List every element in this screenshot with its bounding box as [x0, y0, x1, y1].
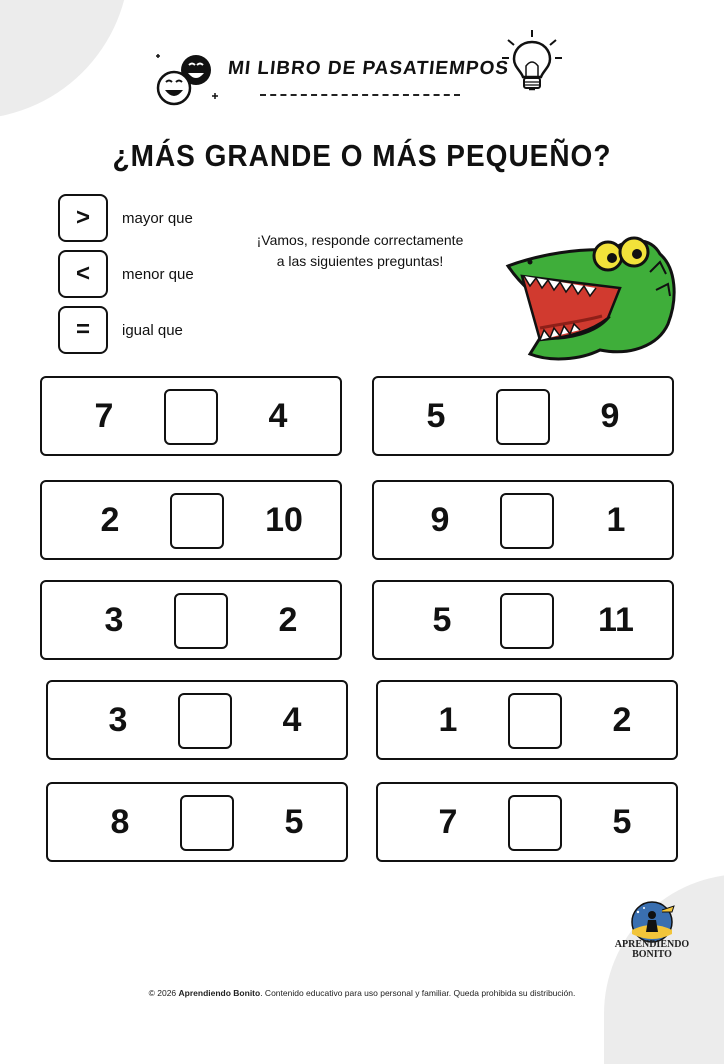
header: [150, 40, 580, 110]
right-number: 9: [600, 396, 620, 435]
answer-box[interactable]: [170, 493, 224, 549]
right-number: 4: [268, 396, 288, 435]
book-title: MI LIBRO DE PASATIEMPOS: [226, 58, 511, 79]
left-number: 7: [438, 802, 458, 841]
right-number: 2: [612, 700, 632, 739]
comparison-card: [40, 580, 342, 660]
left-number: 3: [108, 700, 128, 739]
legend-symbol: <: [58, 250, 108, 298]
comparison-card: [372, 580, 674, 660]
logo-text: [608, 940, 696, 960]
right-number: 4: [282, 700, 302, 739]
answer-box[interactable]: [164, 389, 218, 445]
legend-item-equal: [58, 304, 183, 356]
legend-label: menor que: [122, 265, 194, 283]
answer-box[interactable]: [180, 795, 234, 851]
right-number: 5: [284, 802, 304, 841]
comparison-card: [40, 480, 342, 560]
comparison-card: [376, 782, 678, 862]
right-number: 11: [598, 600, 634, 639]
lightbulb-icon: [500, 28, 564, 98]
left-number: 5: [432, 600, 452, 639]
title-underline: [260, 94, 460, 96]
right-number: 1: [606, 500, 626, 539]
legend-symbol: =: [58, 306, 108, 354]
logo-line-2: BONITO: [632, 949, 672, 960]
answer-box[interactable]: [508, 795, 562, 851]
crocodile-illustration: [500, 228, 680, 364]
instruction-line-1: ¡Vamos, responde correctamente: [256, 232, 464, 248]
answer-box[interactable]: [508, 693, 562, 749]
theater-faces-icon: [150, 48, 220, 110]
comparison-card: [372, 376, 674, 456]
legend-item-greater: [58, 192, 193, 244]
legend-label: mayor que: [122, 209, 193, 227]
answer-box[interactable]: [174, 593, 228, 649]
comparison-card: [372, 480, 674, 560]
instruction-line-2: a las siguientes preguntas!: [276, 253, 444, 269]
legend-label: igual que: [122, 321, 183, 339]
instruction-text: [238, 230, 482, 272]
left-number: 8: [110, 802, 130, 841]
left-number: 5: [426, 396, 446, 435]
right-number: 10: [265, 500, 303, 539]
answer-box[interactable]: [500, 593, 554, 649]
logo-line-1: APRENDIENDO: [614, 939, 690, 950]
left-number: 1: [438, 700, 458, 739]
page-title: ¿MÁS GRANDE O MÁS PEQUEÑO?: [112, 138, 612, 173]
legend-symbol: >: [58, 194, 108, 242]
background-blob-top-left: [0, 0, 150, 123]
right-number: 2: [278, 600, 298, 639]
footer-suffix: . Contenido educativo para uso personal y familiar. Queda prohibida su distribución.: [260, 988, 576, 998]
footer-brand: Aprendiendo Bonito: [178, 988, 261, 998]
answer-box[interactable]: [496, 389, 550, 445]
answer-box[interactable]: [178, 693, 232, 749]
footer-prefix: © 2026: [148, 988, 179, 998]
legend-item-less: [58, 248, 194, 300]
right-number: 5: [612, 802, 632, 841]
footer-copyright: [0, 988, 724, 998]
comparison-card: [46, 782, 348, 862]
comparison-card: [46, 680, 348, 760]
left-number: 2: [100, 500, 120, 539]
comparison-card: [376, 680, 678, 760]
left-number: 3: [104, 600, 124, 639]
answer-box[interactable]: [500, 493, 554, 549]
comparison-card: [40, 376, 342, 456]
left-number: 9: [430, 500, 450, 539]
left-number: 7: [94, 396, 114, 435]
